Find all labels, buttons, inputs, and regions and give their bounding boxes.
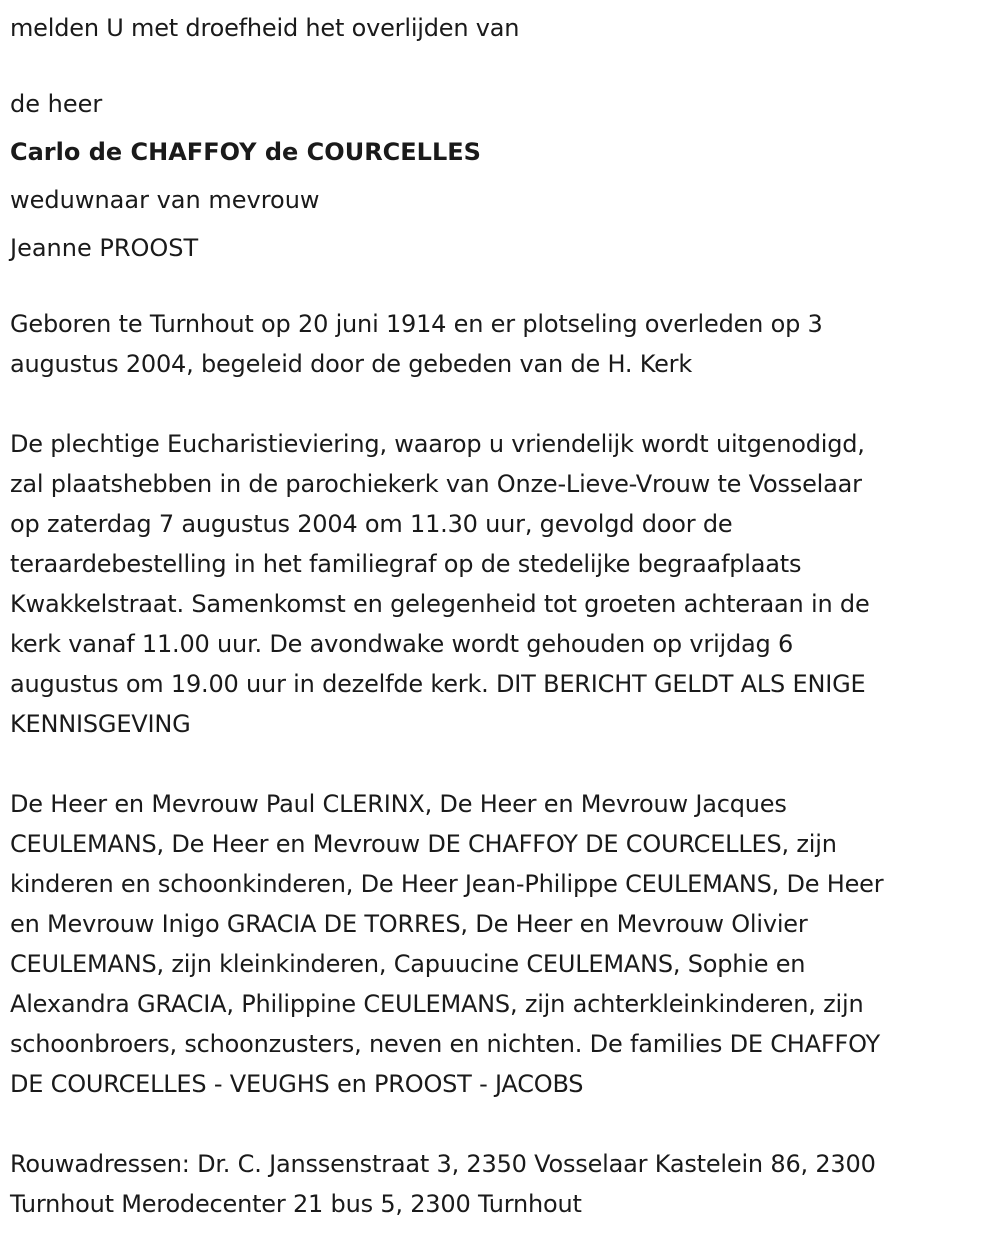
deceased-name: Carlo de CHAFFOY de COURCELLES xyxy=(10,138,481,166)
text-line: Rouwadressen: Dr. C. Janssenstraat 3, 2350 Vosselaar Kastelein 86, 2300 xyxy=(10,1150,876,1178)
ceremony-paragraph xyxy=(10,424,1000,744)
text-line: kerk vanaf 11.00 uur. De avondwake wordt gehouden op vrijdag 6 xyxy=(10,630,794,658)
text-line: De Heer en Mevrouw Paul CLERINX, De Heer en Mevrouw Jacques xyxy=(10,790,787,818)
family-paragraph xyxy=(10,784,1000,1104)
spouse-name: Jeanne PROOST xyxy=(10,234,199,262)
relation-text: weduwnaar van mevrouw xyxy=(10,186,320,214)
text-line: De plechtige Eucharistieviering, waarop u vriendelijk wordt uitgenodigd, xyxy=(10,430,865,458)
text-line: schoonbroers, schoonzusters, neven en nichten. De families DE CHAFFOY xyxy=(10,1030,880,1058)
text-line: DE COURCELLES - VEUGHS en PROOST - JACOBS xyxy=(10,1070,584,1098)
text-line: en Mevrouw Inigo GRACIA DE TORRES, De Heer en Mevrouw Olivier xyxy=(10,910,808,938)
text-line: augustus om 19.00 uur in dezelfde kerk. DIT BERICHT GELDT ALS ENIGE xyxy=(10,670,866,698)
text-line: kinderen en schoonkinderen, De Heer Jean-Philippe CEULEMANS, De Heer xyxy=(10,870,884,898)
text-line: Turnhout Merodecenter 21 bus 5, 2300 Turnhout xyxy=(10,1190,582,1218)
text-line: Geboren te Turnhout op 20 juni 1914 en er plotseling overleden op 3 xyxy=(10,310,823,338)
intro-text: melden U met droefheid het overlijden van xyxy=(10,14,520,42)
text-line: augustus 2004, begeleid door de gebeden van de H. Kerk xyxy=(10,350,693,378)
text-line: CEULEMANS, De Heer en Mevrouw DE CHAFFOY DE COURCELLES, zijn xyxy=(10,830,837,858)
text-line: Alexandra GRACIA, Philippine CEULEMANS, zijn achterkleinkinderen, zijn xyxy=(10,990,864,1018)
text-line: Kwakkelstraat. Samenkomst en gelegenheid tot groeten achteraan in de xyxy=(10,590,870,618)
title-prefix: de heer xyxy=(10,90,103,118)
death-notice xyxy=(10,8,1000,1224)
text-line: CEULEMANS, zijn kleinkinderen, Capuucine CEULEMANS, Sophie en xyxy=(10,950,806,978)
text-line: zal plaatshebben in de parochiekerk van Onze-Lieve-Vrouw te Vosselaar xyxy=(10,470,862,498)
text-line: op zaterdag 7 augustus 2004 om 11.30 uur, gevolgd door de xyxy=(10,510,733,538)
addresses-paragraph xyxy=(10,1144,1000,1224)
text-line: KENNISGEVING xyxy=(10,710,191,738)
birth-death-paragraph xyxy=(10,304,1000,384)
text-line: teraardebestelling in het familiegraf op de stedelijke begraafplaats xyxy=(10,550,802,578)
